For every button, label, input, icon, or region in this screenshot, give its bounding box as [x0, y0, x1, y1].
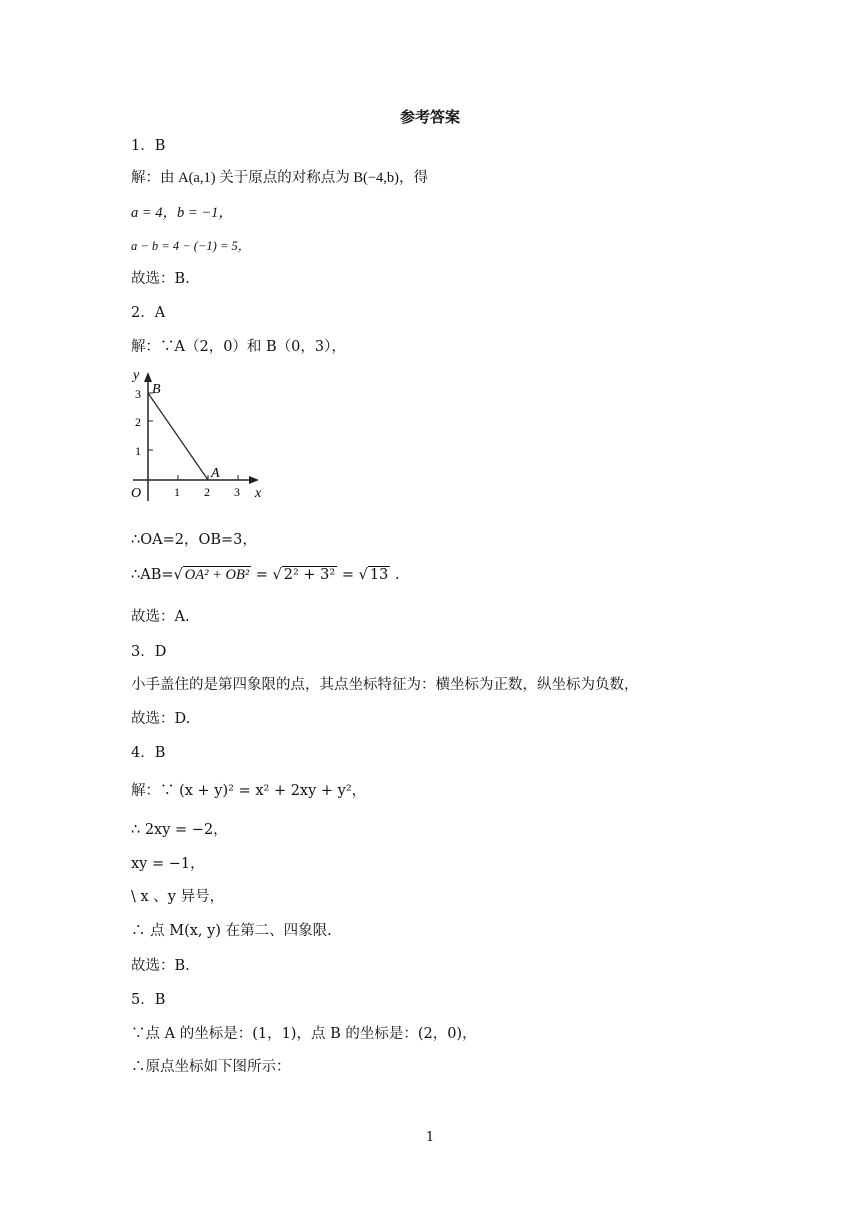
- answer-2-line-1: 解：∵A（2，0）和 B（0，3），: [131, 339, 346, 355]
- y-tick-label-1: 1: [135, 444, 141, 458]
- x-tick-label-1: 1: [174, 485, 180, 499]
- answer-1-header: 1．B: [131, 138, 166, 154]
- page-title: 参考答案: [399, 108, 460, 126]
- y-tick-label-2: 2: [135, 415, 141, 429]
- sqrt-2-3: 2² + 3²: [283, 567, 336, 583]
- answer-4-line-3: xy = −1，: [131, 856, 205, 872]
- x-tick-label-2: 2: [204, 485, 210, 499]
- sqrt-oa-ob: OA² + OB²: [184, 567, 250, 583]
- equals-1: =: [255, 567, 268, 583]
- sqrt-13: 13: [369, 567, 389, 583]
- coordinate-graph: [128, 366, 268, 506]
- x-tick-label-3: 3: [234, 485, 240, 499]
- page-number: 1: [425, 1130, 435, 1145]
- sqrt-icon: √: [173, 567, 183, 583]
- x-axis-label: x: [255, 486, 262, 501]
- answer-3-choice: 故选：D.: [131, 711, 191, 727]
- answer-1-line-2: a = 4，b = −1，: [131, 205, 233, 221]
- y-axis-label: y: [133, 368, 140, 383]
- x-axis-arrow-icon: [249, 476, 259, 484]
- y-tick-label-3: 3: [135, 387, 141, 401]
- formula-end: .: [394, 567, 400, 583]
- y-axis-arrow-icon: [144, 372, 152, 382]
- answer-2-line-2: ∴OA=2，OB=3，: [131, 532, 257, 548]
- answer-1-choice: 故选：B.: [131, 271, 190, 287]
- answer-3-line-1: 小手盖住的是第四象限的点，其点坐标特征为：横坐标为正数，纵坐标为负数，: [131, 677, 639, 693]
- answer-4-line-1: 解：∵ (x + y)² = x² + 2xy + y²，: [131, 783, 367, 799]
- answer-4-line-4: \ x 、y 异号，: [131, 889, 225, 905]
- sqrt-icon-2: √: [272, 567, 282, 583]
- answer-2-header: 2．A: [131, 305, 166, 321]
- point-a-label: A: [211, 466, 220, 481]
- answer-4-line-2: ∴ 2xy = −2，: [131, 822, 228, 838]
- origin-label: O: [131, 486, 142, 501]
- point-b-label: B: [152, 382, 161, 397]
- answer-4-line-5: ∴ 点 M(x, y) 在第二、四象限.: [131, 923, 332, 939]
- answer-5-header: 5．B: [131, 992, 166, 1008]
- answer-2-line-3: [131, 565, 400, 585]
- answer-4-choice: 故选：B.: [131, 958, 190, 974]
- answer-1-line-3: a − b = 4 − (−1) = 5，: [131, 239, 251, 253]
- answer-4-header: 4．B: [131, 745, 166, 761]
- equals-2: =: [341, 567, 354, 583]
- ab-label: ∴AB=: [131, 567, 174, 583]
- answer-2-choice: 故选：A.: [131, 609, 190, 625]
- segment-ab: [148, 393, 208, 480]
- answer-3-header: 3．D: [131, 644, 167, 660]
- answer-1-line-1: 解：由 A(a,1) 关于原点的对称点为 B(−4,b)，得: [131, 170, 428, 186]
- answer-5-line-2: ∴原点坐标如下图所示：: [131, 1059, 291, 1075]
- sqrt-icon-3: √: [358, 567, 368, 583]
- answer-5-line-1: ∵点 A 的坐标是：(1，1)，点 B 的坐标是：(2，0)，: [131, 1026, 477, 1042]
